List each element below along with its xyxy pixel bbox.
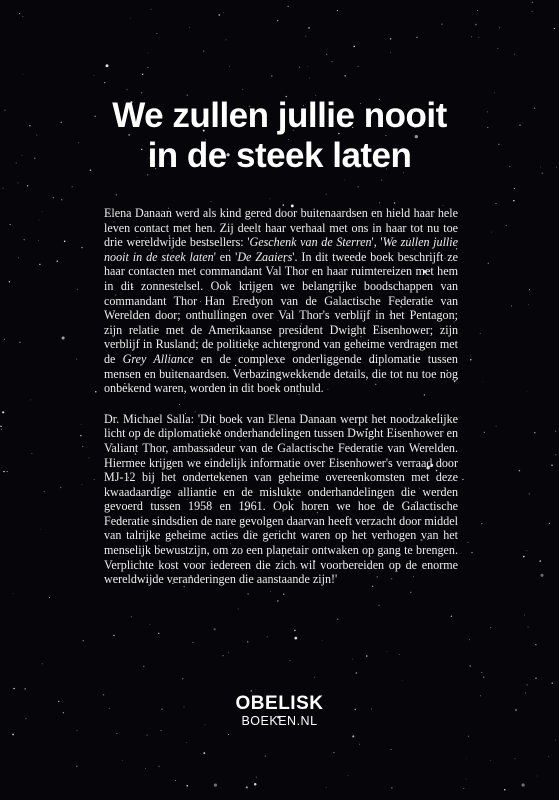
blurb-paragraph-2: Dr. Michael Salla: 'Dit boek van Elena Danaan werpt het noodzakelijke licht op de diplomatieke onderhandelingen tussen Dwight Eisenhower en Valiant Thor, ambassadeur van de Galactische Federatie van Werelden. Hiermee krijgen we eindelijk informatie over Eisenhower's verraad door MJ-12 bij het ondertekenen van geheime overeenkomsten met deze kwaadaardige alliantie en de mislukte onderhandelingen die werden gevoerd tussen 1958 en 1961. Ook horen we hoe de Galactische Federatie sindsdien de nare gevolgen daarvan heeft verzacht door middel van talrijke geheime acties die gericht waren op het verhogen van het menselijk bewustzijn, om zo een planetair ontwaken op gang te brengen. Verplichte kost voor iedereen die zich wil voorbereiden op de enorme wereldwijde veranderingen die aanstaande zijn!' xyxy=(104,411,458,587)
star xyxy=(38,240,39,241)
star xyxy=(475,24,477,26)
star xyxy=(490,760,491,761)
star xyxy=(535,677,537,679)
star xyxy=(44,491,45,492)
star xyxy=(95,391,96,392)
star xyxy=(40,529,41,530)
star xyxy=(81,247,83,249)
logo-bottom-text: BOEKEN.NL xyxy=(241,714,318,728)
star xyxy=(81,424,82,425)
star xyxy=(214,783,217,786)
star xyxy=(540,560,541,561)
book-title-2: We zullen jullie nooit in de steek laten xyxy=(104,235,459,264)
star xyxy=(77,289,78,290)
star xyxy=(359,744,360,745)
star xyxy=(186,785,188,787)
star xyxy=(39,264,40,265)
star xyxy=(352,735,354,737)
star xyxy=(142,74,143,75)
star xyxy=(77,730,78,731)
p1-end: en de complexe onderliggende diplomatie tussen mensen en buitenaardsen. Verbazingwekkende details, die tot nu toe nog onbekend waren, worden in dit boek onthuld. xyxy=(104,351,458,396)
star xyxy=(322,640,323,641)
star xyxy=(555,454,557,456)
star xyxy=(246,786,248,788)
title-line-1: We zullen jullie nooit xyxy=(112,96,447,135)
star xyxy=(214,628,216,630)
star xyxy=(106,64,109,67)
star xyxy=(104,82,105,83)
star xyxy=(141,92,142,93)
star xyxy=(182,678,183,679)
star xyxy=(326,194,327,195)
star xyxy=(469,665,470,666)
star xyxy=(314,677,315,678)
star xyxy=(519,470,521,472)
star xyxy=(130,18,131,19)
star xyxy=(390,52,391,53)
star xyxy=(242,89,243,90)
star xyxy=(204,752,206,754)
star xyxy=(1,429,2,430)
star xyxy=(499,27,500,28)
star xyxy=(203,51,204,52)
star xyxy=(60,487,61,488)
star xyxy=(467,542,468,543)
star xyxy=(494,92,495,93)
star xyxy=(64,241,66,243)
star xyxy=(548,756,549,757)
star xyxy=(416,37,417,38)
star xyxy=(147,67,148,68)
star xyxy=(463,788,464,789)
star xyxy=(22,74,23,75)
star xyxy=(402,680,403,681)
book-title xyxy=(0,96,559,176)
star xyxy=(156,33,157,34)
grey-alliance: Grey Alliance xyxy=(122,351,194,366)
star xyxy=(441,24,442,25)
star xyxy=(529,493,531,495)
star xyxy=(332,61,333,62)
star xyxy=(348,775,349,776)
star xyxy=(484,432,485,433)
star xyxy=(247,641,248,642)
star xyxy=(540,574,543,577)
star xyxy=(477,10,478,11)
star xyxy=(497,48,498,49)
star xyxy=(526,550,527,551)
star xyxy=(551,464,552,465)
star xyxy=(379,202,380,203)
star xyxy=(219,14,220,15)
star xyxy=(391,787,392,788)
book-title-1: Geschenk van de Sterren xyxy=(249,235,372,250)
star xyxy=(471,36,472,37)
star xyxy=(366,655,368,657)
star xyxy=(32,453,33,454)
star xyxy=(238,609,239,610)
star xyxy=(226,39,227,40)
star xyxy=(529,289,530,290)
star xyxy=(277,20,279,22)
star xyxy=(353,46,355,48)
p1-sep1: ', ' xyxy=(371,235,383,250)
star xyxy=(116,194,118,196)
star xyxy=(0,426,1,427)
star xyxy=(270,199,271,200)
star xyxy=(381,179,383,181)
star xyxy=(483,676,484,677)
star xyxy=(462,479,463,480)
star xyxy=(495,203,496,204)
star xyxy=(514,758,515,759)
star xyxy=(94,479,95,480)
star xyxy=(535,644,536,645)
star xyxy=(531,11,533,13)
star xyxy=(9,281,10,282)
star xyxy=(160,730,161,731)
star xyxy=(527,684,528,685)
star xyxy=(469,639,470,640)
star xyxy=(337,619,338,620)
star xyxy=(478,37,479,38)
star xyxy=(471,552,472,553)
star xyxy=(294,630,295,631)
star xyxy=(88,457,89,458)
star xyxy=(22,16,23,17)
star xyxy=(352,659,353,660)
star xyxy=(12,733,14,735)
star xyxy=(39,220,40,221)
star xyxy=(10,224,11,225)
star xyxy=(496,426,497,427)
blurb-paragraph-1 xyxy=(104,206,458,396)
star xyxy=(524,615,525,616)
star xyxy=(468,735,470,737)
star xyxy=(158,633,159,634)
star xyxy=(528,304,529,305)
star xyxy=(288,6,289,7)
star xyxy=(555,431,556,432)
star xyxy=(491,232,492,233)
star xyxy=(307,66,308,67)
star xyxy=(151,9,152,10)
star xyxy=(514,54,515,55)
star xyxy=(62,336,65,339)
star xyxy=(358,66,359,67)
logo-top-text: OBELISK xyxy=(235,693,324,714)
star xyxy=(513,200,514,201)
star xyxy=(534,432,535,433)
star xyxy=(126,89,127,90)
star xyxy=(175,780,176,781)
star xyxy=(504,789,505,790)
title-line-2: in de steek laten xyxy=(147,136,412,175)
star xyxy=(326,54,328,56)
star xyxy=(344,75,345,76)
star xyxy=(93,75,94,76)
star xyxy=(18,258,19,259)
star xyxy=(42,211,43,212)
star xyxy=(481,672,482,673)
star xyxy=(72,186,73,187)
star xyxy=(308,27,310,29)
star xyxy=(23,239,24,240)
star xyxy=(228,652,229,653)
star xyxy=(18,183,19,184)
star xyxy=(13,688,14,689)
star xyxy=(122,760,123,761)
star xyxy=(390,749,391,750)
star xyxy=(146,734,148,736)
star xyxy=(158,766,159,767)
star xyxy=(466,758,467,759)
star xyxy=(53,197,54,198)
star xyxy=(80,435,81,436)
star xyxy=(480,333,481,334)
star xyxy=(309,78,310,79)
book-title-3: De Zaaiers xyxy=(237,249,293,264)
star xyxy=(481,523,482,524)
star xyxy=(399,654,400,655)
star xyxy=(290,660,291,661)
star xyxy=(147,52,148,53)
star xyxy=(451,616,452,617)
star xyxy=(223,655,224,656)
star xyxy=(521,783,524,786)
star xyxy=(356,672,357,673)
star xyxy=(532,2,533,3)
star xyxy=(387,651,388,652)
star xyxy=(378,604,380,606)
star xyxy=(211,201,212,202)
star xyxy=(2,188,3,189)
star xyxy=(2,411,4,413)
star xyxy=(299,67,300,68)
star xyxy=(19,342,20,343)
star xyxy=(19,13,20,14)
star xyxy=(229,66,230,67)
star xyxy=(116,733,117,734)
star xyxy=(305,36,306,37)
star xyxy=(82,446,83,447)
star xyxy=(271,75,273,77)
star xyxy=(528,626,529,627)
star xyxy=(333,752,334,753)
star xyxy=(223,13,224,14)
star xyxy=(514,188,515,189)
star xyxy=(113,635,114,636)
star xyxy=(61,199,62,200)
star xyxy=(523,556,525,558)
star xyxy=(265,756,266,757)
star xyxy=(528,391,529,392)
p1-intro: Elena Danaan werd als kind gered door buitenaardsen en hield haar hele leven contact met hen. Zij deelt haar verhaal met ons in haar tot nu toe drie wereldwijde bestsellers: ' xyxy=(104,206,458,250)
star xyxy=(555,740,556,741)
star xyxy=(189,27,190,28)
star xyxy=(27,185,28,186)
star xyxy=(186,742,187,743)
star xyxy=(394,202,395,203)
blurb xyxy=(104,206,458,603)
star xyxy=(76,358,77,359)
star xyxy=(267,636,268,637)
star xyxy=(490,627,491,628)
star xyxy=(511,305,512,306)
star xyxy=(228,734,229,735)
star xyxy=(326,787,327,788)
star xyxy=(337,10,338,11)
star xyxy=(81,484,82,485)
star xyxy=(554,28,555,29)
star xyxy=(345,180,346,181)
star xyxy=(57,260,59,262)
star xyxy=(76,766,77,767)
star xyxy=(506,225,507,226)
star xyxy=(25,688,26,689)
star xyxy=(256,777,257,778)
star xyxy=(466,779,467,780)
star xyxy=(358,186,359,187)
star xyxy=(294,637,297,640)
star xyxy=(390,38,391,39)
star xyxy=(49,597,50,598)
star xyxy=(7,471,8,472)
p1-sep2: ' en ' xyxy=(213,249,238,264)
star xyxy=(131,616,132,617)
star xyxy=(42,663,43,664)
star xyxy=(3,471,4,472)
star xyxy=(143,666,145,668)
star xyxy=(470,359,472,361)
star xyxy=(552,682,553,683)
star xyxy=(13,593,14,594)
star xyxy=(254,783,257,786)
star xyxy=(549,523,550,524)
star xyxy=(145,768,146,769)
star xyxy=(83,640,84,641)
star xyxy=(483,382,484,383)
star xyxy=(192,642,193,643)
publisher-logo xyxy=(0,694,559,729)
star xyxy=(537,776,538,777)
star xyxy=(149,624,150,625)
star xyxy=(4,339,5,340)
star xyxy=(31,400,32,401)
p1-middle: '. In dit tweede boek beschrijft ze haar contacten met commandant Val Thor en haar ruimtereizen met hem in dit zonnestelsel. Ook krijgen we belangrijke boodschappen van commandant Thor Han Eredyon van de Galactische Federatie van Werelden door; onthullingen over Val Thor's verblijf in het Pentagon; zijn relatie met de Amerikaanse president Dwight Eisenhower; zijn verblijf in Rusland; de politieke achtergrond van geheime verdragen met de xyxy=(104,249,458,366)
star xyxy=(251,690,252,691)
star xyxy=(488,263,489,264)
